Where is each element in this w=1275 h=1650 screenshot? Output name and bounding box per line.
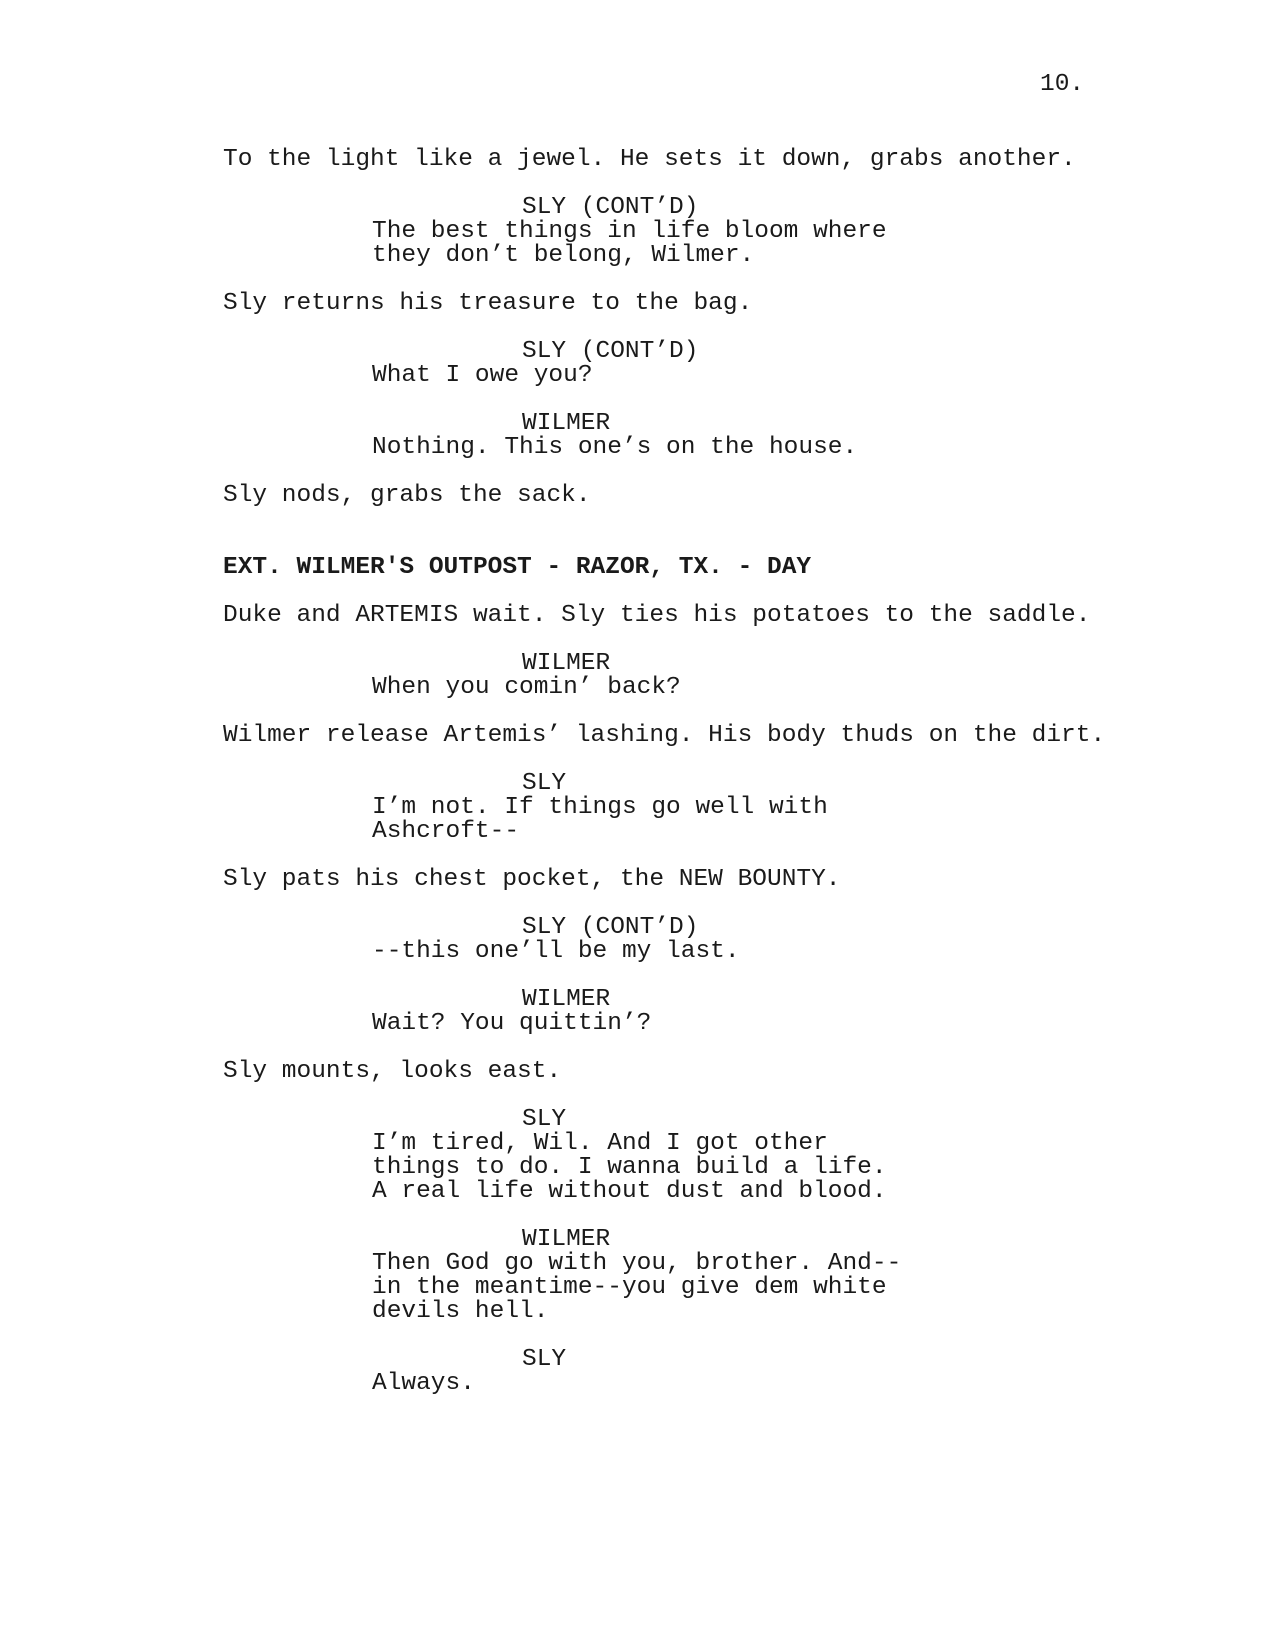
dialogue-block [223, 1228, 1123, 1324]
dialogue-block [223, 340, 1123, 388]
character-name: SLY [522, 1106, 567, 1133]
page-number: 10. [1040, 71, 1085, 98]
character-name: WILMER [522, 410, 611, 437]
character-name: SLY (CONT’D) [522, 914, 699, 941]
dialogue-block [223, 772, 1123, 844]
action-line: To the light like a jewel. He sets it down, grabs another. [223, 146, 1076, 173]
dialogue-line: Nothing. This one’s on the house. [372, 434, 858, 461]
dialogue-line: Then God go with you, brother. And-- [372, 1250, 902, 1277]
action-line: Wilmer release Artemis’ lashing. His body thuds on the dirt. [223, 722, 1106, 749]
dialogue-line: What I owe you? [372, 362, 593, 389]
character-name: WILMER [522, 1226, 611, 1253]
dialogue-line: Always. [372, 1370, 475, 1397]
dialogue-line: devils hell. [372, 1298, 549, 1325]
dialogue-line: When you comin’ back? [372, 674, 681, 701]
character-name: SLY [522, 1346, 567, 1373]
character-name: WILMER [522, 986, 611, 1013]
action-line: Sly pats his chest pocket, the NEW BOUNTY. [223, 866, 841, 893]
dialogue-line: I’m tired, Wil. And I got other [372, 1130, 828, 1157]
dialogue-block [223, 412, 1123, 460]
character-name: WILMER [522, 650, 611, 677]
dialogue-line: Ashcroft-- [372, 818, 520, 845]
dialogue-line: A real life without dust and blood. [372, 1178, 887, 1205]
dialogue-block [223, 1348, 1123, 1396]
dialogue-block [223, 1108, 1123, 1204]
dialogue-block [223, 652, 1123, 700]
action-line: Sly mounts, looks east. [223, 1058, 562, 1085]
action-line: Duke and ARTEMIS wait. Sly ties his potatoes to the saddle. [223, 602, 1091, 629]
dialogue-line: things to do. I wanna build a life. [372, 1154, 887, 1181]
dialogue-line: in the meantime--you give dem white [372, 1274, 887, 1301]
character-name: SLY (CONT’D) [522, 338, 699, 365]
dialogue-line: The best things in life bloom where [372, 218, 887, 245]
dialogue-line: they don’t belong, Wilmer. [372, 242, 755, 269]
character-name: SLY [522, 770, 567, 797]
dialogue-line: I’m not. If things go well with [372, 794, 828, 821]
script-body [223, 148, 1123, 1420]
dialogue-block [223, 916, 1123, 964]
action-line: Sly returns his treasure to the bag. [223, 290, 753, 317]
dialogue-line: Wait? You quittin’? [372, 1010, 652, 1037]
dialogue-block [223, 196, 1123, 268]
dialogue-block [223, 988, 1123, 1036]
action-line: Sly nods, grabs the sack. [223, 482, 591, 509]
dialogue-line: --this one’ll be my last. [372, 938, 740, 965]
character-name: SLY (CONT’D) [522, 194, 699, 221]
scene-heading: EXT. WILMER'S OUTPOST - RAZOR, TX. - DAY [223, 554, 812, 581]
